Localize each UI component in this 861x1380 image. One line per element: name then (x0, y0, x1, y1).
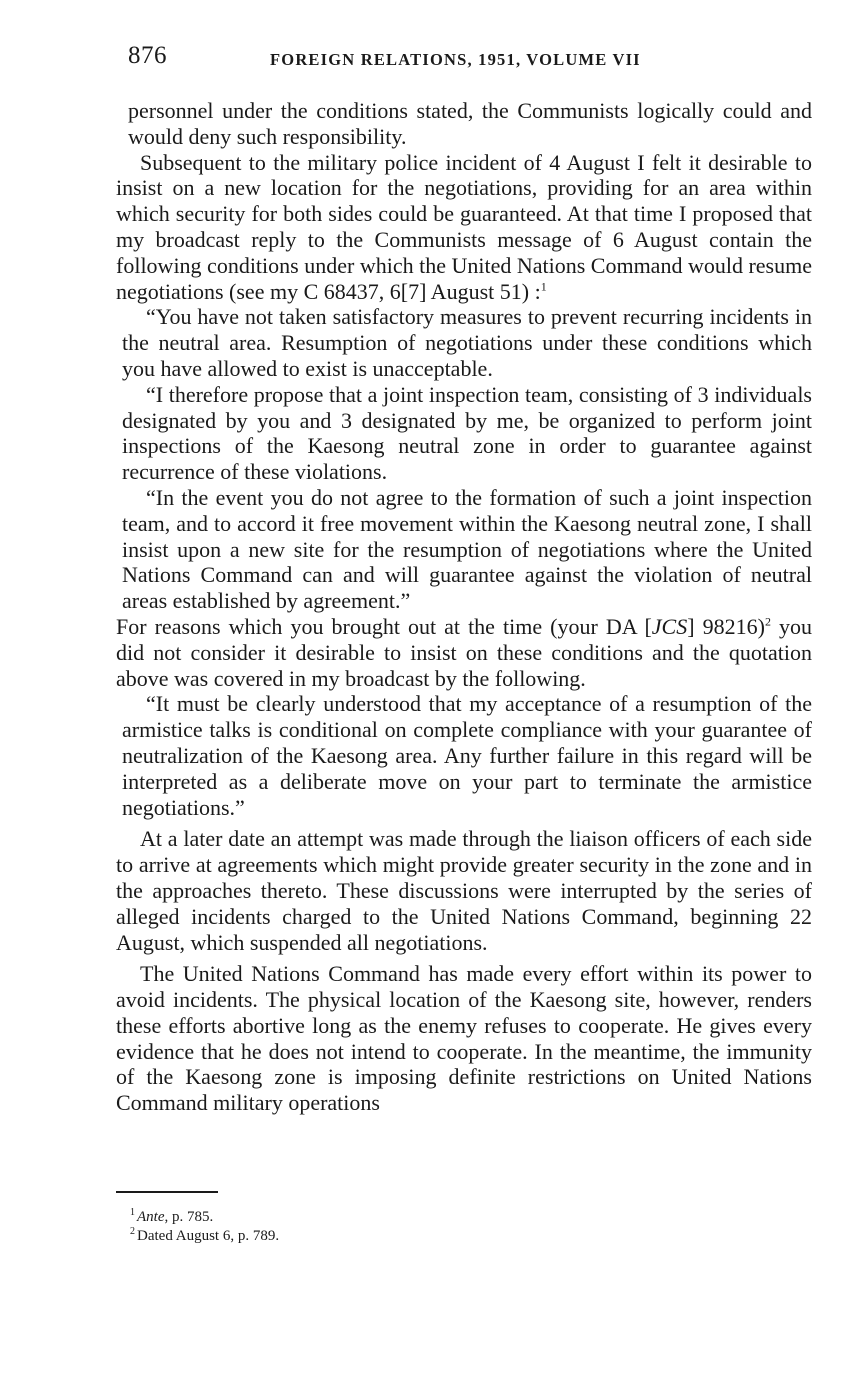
footnote-2 (130, 1227, 530, 1246)
paragraph-un-command: The United Nations Command has made every effort within its power to avoid incidents. The physical location of the Kaesong site, however, renders these efforts abortive long as the enemy refuses to cooperate. He gives every evidence that he does not intend to cooperate. In the meantime, the immunity of the Kaesong zone is imposing definite restrictions on United Nations Command military operations (116, 961, 812, 1116)
quote-paragraph-3: “In the event you do not agree to the formation of such a joint inspection team, and to accord it free movement within the Kaesong neutral zone, I shall insist upon a new site for the resumption of negotiations where the United Nations Command can and will guarantee against the violation of neutral areas established by agreement.” (122, 484, 812, 614)
quote-paragraph-4: “It must be clearly understood that my acceptance of a resumption of the armistice talks is conditional on complete compliance with your guarantee of neutralization of the Kaesong area. Any further failure in this regard will be interpreted as a deliberate move on your part to terminate the armistice negotiations.” (122, 691, 812, 820)
paragraph-text: you did not consider it desirable to insist on these conditions and the quotation above was covered in my broadcast by the following. (116, 613, 812, 691)
footnote-ref-1: 1 (540, 279, 547, 294)
footnote-ref-2: 2 (764, 614, 771, 629)
quote-paragraph-2: “I therefore propose that a joint inspection team, consisting of 3 individuals designated by you and 3 designated by me, be organized to perform joint inspections of the Kaesong neutral zone in order to guarantee against recurrence of these violations. (122, 381, 812, 485)
footnote-mark: 2 (130, 1225, 135, 1237)
paragraph-text: Subsequent to the military police incident of 4 August I felt it desirable to insist on a new location for the negotiations, providing for an area within which security for both sides could be guaranteed. At that time I proposed that my broadcast reply to the Communists message of 6 August contain the following conditions under which the United Nations Command would resume negotiations (see my C 68437, 6[7] August 51) : (116, 149, 812, 304)
footnote-divider (116, 1191, 218, 1193)
italic-abbrev: JCS (651, 613, 688, 639)
running-head: FOREIGN RELATIONS, 1951, VOLUME VII (270, 50, 641, 69)
paragraph-text: For reasons which you brought out at the time (your DA [ (116, 613, 652, 639)
paragraph-continuation: personnel under the conditions stated, the Communists logically could and would deny such responsibility. (128, 98, 812, 149)
page-header (128, 42, 688, 76)
paragraph-text: ] 98216) (687, 613, 765, 639)
paragraph-reasons (116, 614, 812, 691)
body-text (116, 98, 812, 1116)
page-number: 876 (128, 42, 167, 69)
quote-paragraph-1: “You have not taken satisfactory measures to prevent recurring incidents in the neutral area. Resumption of negotiations under these conditions which you have allowed to exist is unacceptable. (122, 304, 812, 381)
footnote-1 (130, 1208, 530, 1227)
paragraph-later-date: At a later date an attempt was made through the liaison officers of each side to arrive at agreements which might provide greater security in the zone and in the approaches thereto. These discussions were interrupted by the series of alleged incidents charged to the United Nations Command, beginning 22 August, which suspended all negotiations. (116, 826, 812, 955)
footnote-mark: 1 (130, 1207, 135, 1218)
footnote-text: , p. 785. (164, 1209, 214, 1225)
footnote-text: Dated August 6, p. 789. (137, 1227, 280, 1244)
paragraph-subsequent (116, 150, 812, 305)
footnote-italic: Ante (137, 1209, 165, 1225)
footnotes (130, 1208, 530, 1245)
